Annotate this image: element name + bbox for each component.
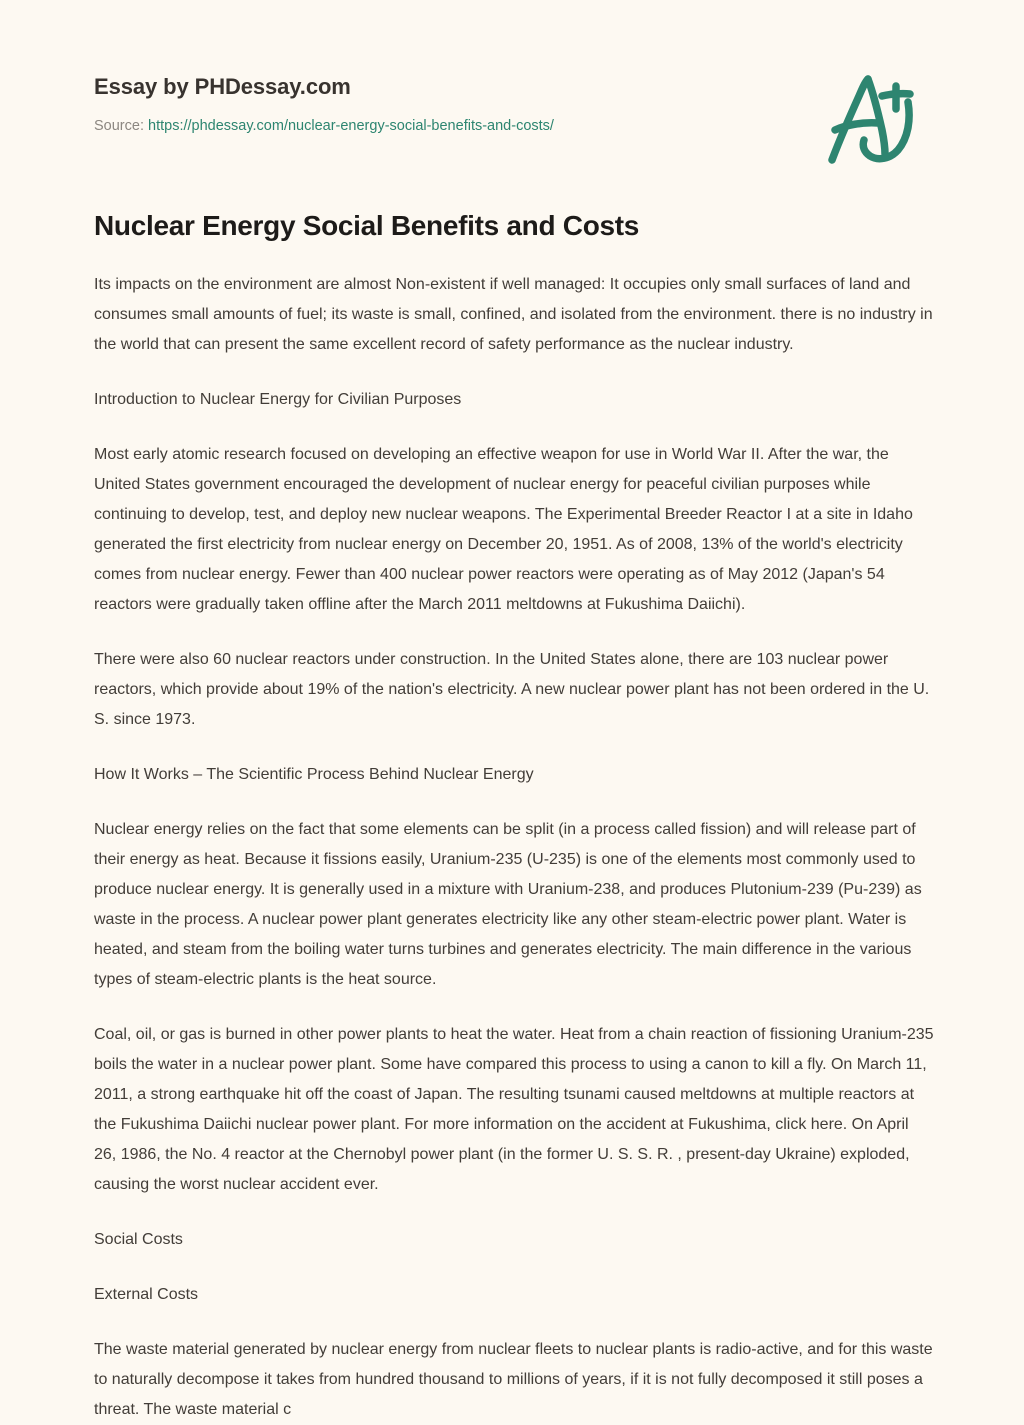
- source-line: [94, 116, 714, 136]
- source-label: Source:: [94, 118, 144, 134]
- article-paragraph: Most early atomic research focused on developing an effective weapon for use in World War II. After the war, the United States government encouraged the development of nuclear energy for peaceful civilian purposes while continuing to develop, test, and deploy new nuclear weapons. The Experimental Breeder Reactor I at a site in Idaho generated the first electricity from nuclear energy on December 20, 1951. As of 2008, 13% of the world's electricity comes from nuclear energy. Fewer than 400 nuclear power reactors were operating as of May 2012 (Japan's 54 reactors were gradually taken offline after the March 2011 meltdowns at Fukushima Daiichi).: [94, 446, 913, 613]
- brand-title: Essay by PHDessay.com: [94, 74, 351, 99]
- a-plus-logo-icon: [812, 68, 928, 168]
- article-subheading: Introduction to Nuclear Energy for Civilian Purposes: [94, 391, 462, 408]
- article-subheading: How It Works – The Scientific Process Behind Nuclear Energy: [94, 766, 534, 783]
- article-paragraph: Nuclear energy relies on the fact that some elements can be split (in a process called fission) and will release part of their energy as heat. Because it fissions easily, Uranium-235 (U-235) is one of the elements most commonly used to produce nuclear energy. It is generally used in a mixture with Uranium-238, and produces Plutonium-239 (Pu-239) as waste in the process. A nuclear power plant generates electricity like any other steam-electric power plant. Water is heated, and steam from the boiling water turns turbines and generates electricity. The main difference in the various types of steam-electric plants is the heat source.: [94, 821, 922, 988]
- article-paragraph-truncated: The waste material generated by nuclear energy from nuclear fleets to nuclear plants is radio-active, and for this waste to naturally decompose it takes from hundred thousand to millions of years, if it is not fully decomposed it still poses a threat. The waste material c: [94, 1341, 933, 1418]
- article-body: [94, 208, 934, 1425]
- article-subheading: Social Costs: [94, 1231, 183, 1248]
- page-title: Nuclear Energy Social Benefits and Costs: [94, 210, 640, 241]
- article-paragraph: Its impacts on the environment are almost Non-existent if well managed: It occupies only small surfaces of land and consumes small amounts of fuel; its waste is small, confined, and isolated from the environment. there is no industry in the world that can present the same excellent record of safety performance as the nuclear industry.: [94, 276, 933, 353]
- source-url-link[interactable]: https://phdessay.com/nuclear-energy-social-benefits-and-costs/: [148, 118, 554, 134]
- article-paragraph: There were also 60 nuclear reactors under construction. In the United States alone, there are 103 nuclear power reactors, which provide about 19% of the nation's electricity. A new nuclear power plant has not been ordered in the U. S. since 1973.: [94, 651, 930, 728]
- article-paragraph: Coal, oil, or gas is burned in other power plants to heat the water. Heat from a chain reaction of fissioning Uranium-235 boils the water in a nuclear power plant. Some have compared this process to using a canon to kill a fly. On March 11, 2011, a strong earthquake hit off the coast of Japan. The resulting tsunami caused meltdowns at multiple reactors at the Fukushima Daiichi nuclear power plant. For more information on the accident at Fukushima, click here. On April 26, 1986, the No. 4 reactor at the Chernobyl power plant (in the former U. S. S. R. , present-day Ukraine) exploded, causing the worst nuclear accident ever.: [94, 1026, 934, 1193]
- brand-block: [94, 72, 714, 136]
- article-subheading: External Costs: [94, 1286, 199, 1303]
- page-header: [0, 0, 1024, 190]
